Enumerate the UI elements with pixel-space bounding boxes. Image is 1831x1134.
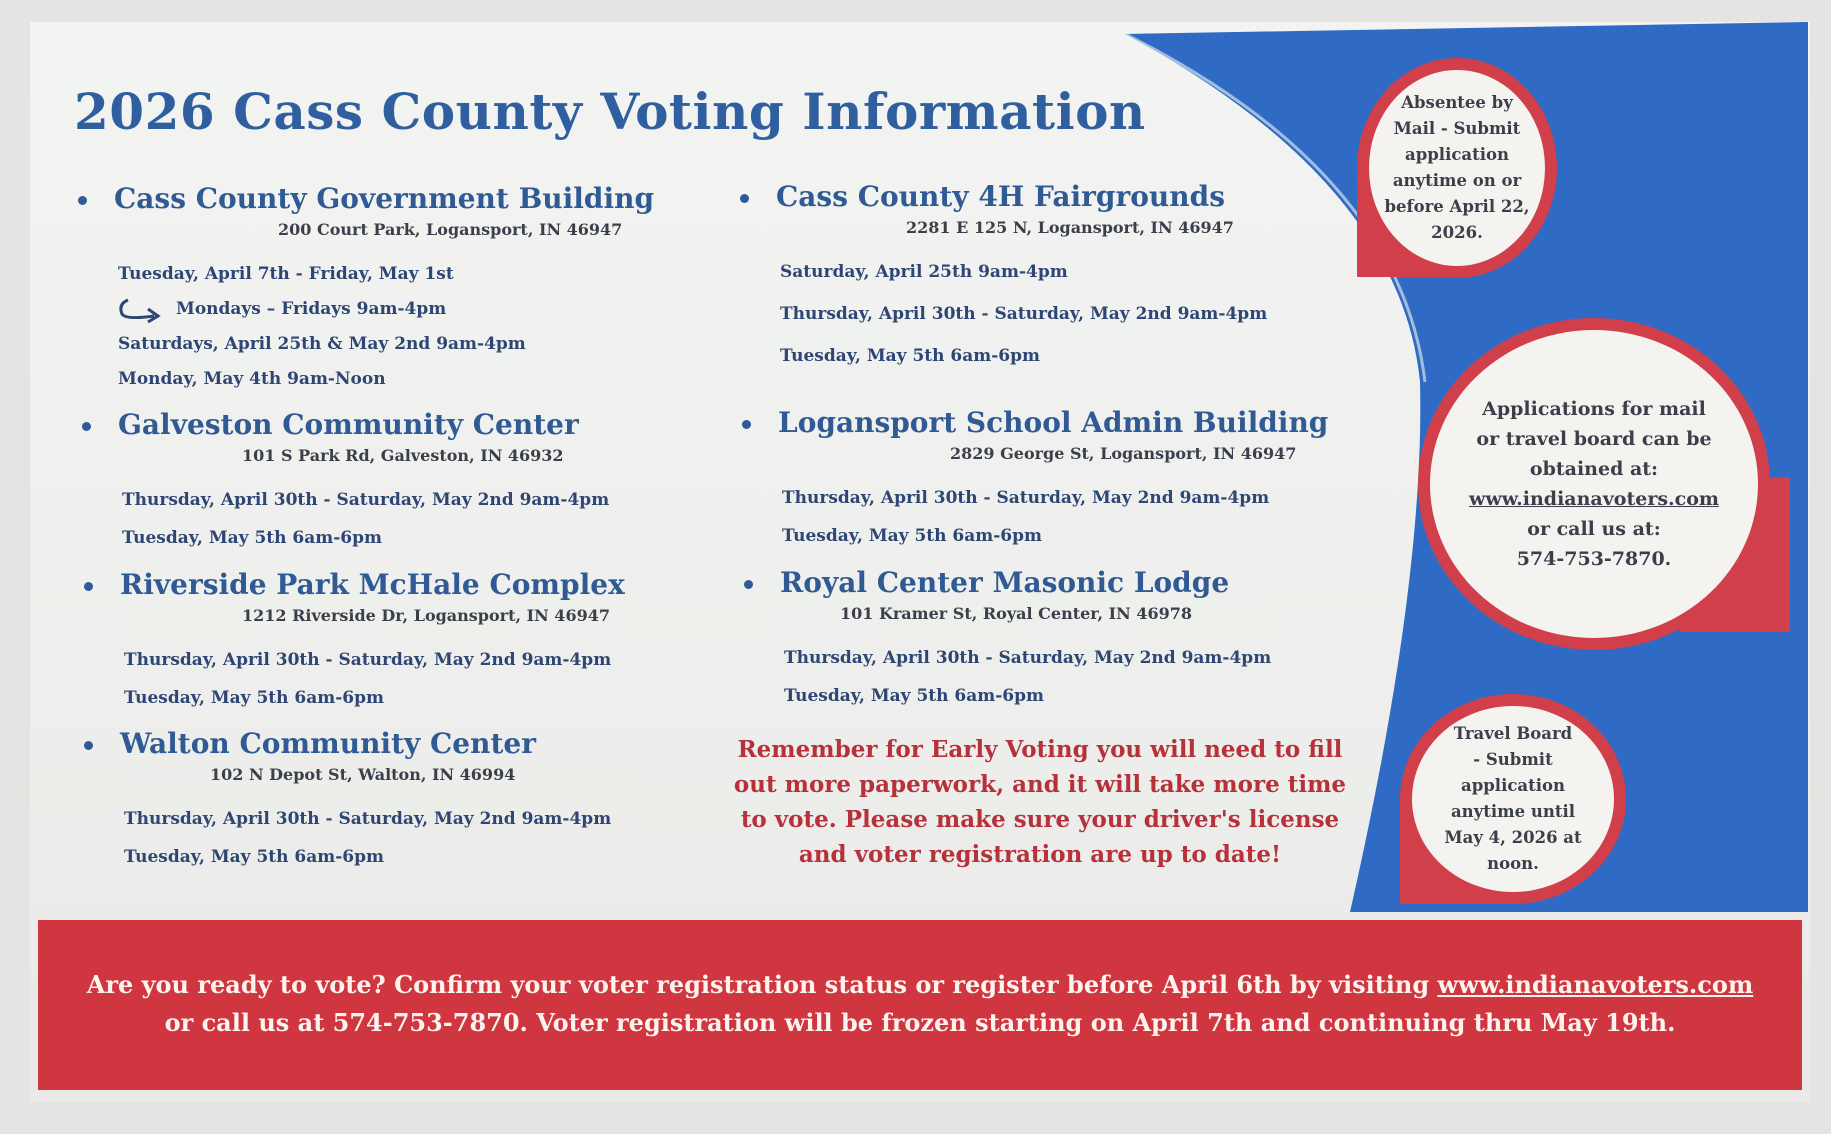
site-address: 1212 Riverside Dr, Logansport, IN 46947 <box>242 606 610 625</box>
site-name: Royal Center Masonic Lodge <box>780 566 1230 599</box>
site-name: Cass County 4H Fairgrounds <box>776 180 1225 213</box>
bullet-icon <box>84 582 93 591</box>
site-hours-line: Tuesday, May 5th 6am-6pm <box>124 847 385 867</box>
page-title: 2026 Cass County Voting Information <box>74 82 1146 141</box>
site-galveston <box>82 408 610 548</box>
site-hours-line: Monday, May 4th 9am-Noon <box>118 369 386 389</box>
site-address: 2829 George St, Logansport, IN 46947 <box>950 444 1297 463</box>
banner-line2: or call us at 574-753-7870. Voter registration will be frozen starting on April 7th and continuing thru May 19th. <box>164 1008 1676 1037</box>
site-hours-line: Thursday, April 30th - Saturday, May 2nd 9am-4pm <box>780 304 1268 324</box>
site-walton <box>84 727 612 867</box>
voting-info-flyer <box>30 22 1810 1102</box>
site-hours-line: Tuesday, April 7th - Friday, May 1st <box>118 264 454 284</box>
travel-board-text: Travel Board - Submit application anytime until May 4, 2026 at noon. <box>1444 724 1582 873</box>
site-address: 101 S Park Rd, Galveston, IN 46932 <box>242 446 564 465</box>
bullet-icon <box>742 420 751 429</box>
site-name: Walton Community Center <box>120 727 536 760</box>
site-name: Galveston Community Center <box>118 408 579 441</box>
site-address: 101 Kramer St, Royal Center, IN 46978 <box>840 604 1193 623</box>
site-address: 102 N Depot St, Walton, IN 46994 <box>210 765 516 784</box>
site-hours-line: Tuesday, May 5th 6am-6pm <box>122 528 383 548</box>
banner-line1-text: Are you ready to vote? Confirm your voter registration status or register before April 6th by visiting <box>86 970 1438 999</box>
site-hours-line: Thursday, April 30th - Saturday, May 2nd 9am-4pm <box>124 650 612 670</box>
site-name: Riverside Park McHale Complex <box>120 568 625 601</box>
banner-indianavoters-link[interactable]: www.indianavoters.com <box>1437 970 1754 999</box>
registration-banner <box>38 920 1802 1090</box>
bullet-icon <box>78 196 87 205</box>
return-arrow-icon <box>118 296 164 324</box>
site-hours-line: Tuesday, May 5th 6am-6pm <box>784 686 1045 706</box>
indianavoters-link[interactable]: www.indianavoters.com <box>1469 488 1719 510</box>
site-hours-line: Tuesday, May 5th 6am-6pm <box>124 688 385 708</box>
applications-text: Applications for mail or travel board can be obtained at: <box>1476 398 1712 480</box>
absentee-text: Absentee by Mail - Submit application anytime on or before April 22, 2026. <box>1384 93 1530 242</box>
site-hours-line: Saturday, April 25th 9am-4pm <box>780 262 1068 282</box>
site-hours-line: Saturdays, April 25th & May 2nd 9am-4pm <box>118 334 526 354</box>
absentee-by-mail-circle <box>1357 58 1557 278</box>
bullet-icon <box>740 194 749 203</box>
site-address: 200 Court Park, Logansport, IN 46947 <box>278 220 623 239</box>
site-government-building <box>78 182 655 389</box>
applications-info-circle <box>1418 318 1770 650</box>
travel-board-circle <box>1400 694 1626 904</box>
bullet-icon <box>84 741 93 750</box>
site-riverside-park <box>84 568 625 708</box>
site-hours-line: Tuesday, May 5th 6am-6pm <box>782 526 1043 546</box>
site-logansport-school-admin <box>742 406 1329 546</box>
applications-call-text: or call us at: 574-753-7870. <box>1516 518 1672 570</box>
site-hours-line: Mondays – Fridays 9am-4pm <box>176 299 447 319</box>
bullet-icon <box>744 580 753 589</box>
site-4h-fairgrounds <box>740 180 1268 366</box>
site-hours-line: Thursday, April 30th - Saturday, May 2nd 9am-4pm <box>122 490 610 510</box>
site-royal-center-masonic <box>744 566 1272 706</box>
site-hours-line: Thursday, April 30th - Saturday, May 2nd 9am-4pm <box>784 648 1272 668</box>
site-hours-line: Thursday, April 30th - Saturday, May 2nd 9am-4pm <box>124 809 612 829</box>
site-hours-line: Tuesday, May 5th 6am-6pm <box>780 346 1041 366</box>
site-hours-line: Thursday, April 30th - Saturday, May 2nd 9am-4pm <box>782 488 1270 508</box>
site-name: Cass County Government Building <box>114 182 655 215</box>
early-voting-reminder: Remember for Early Voting you will need to fill out more paperwork, and it will take more time to vote. Please make sure your driver's license and voter registration are up to date! <box>733 736 1347 868</box>
site-address: 2281 E 125 N, Logansport, IN 46947 <box>906 218 1234 237</box>
site-name: Logansport School Admin Building <box>778 406 1329 439</box>
bullet-icon <box>82 422 91 431</box>
